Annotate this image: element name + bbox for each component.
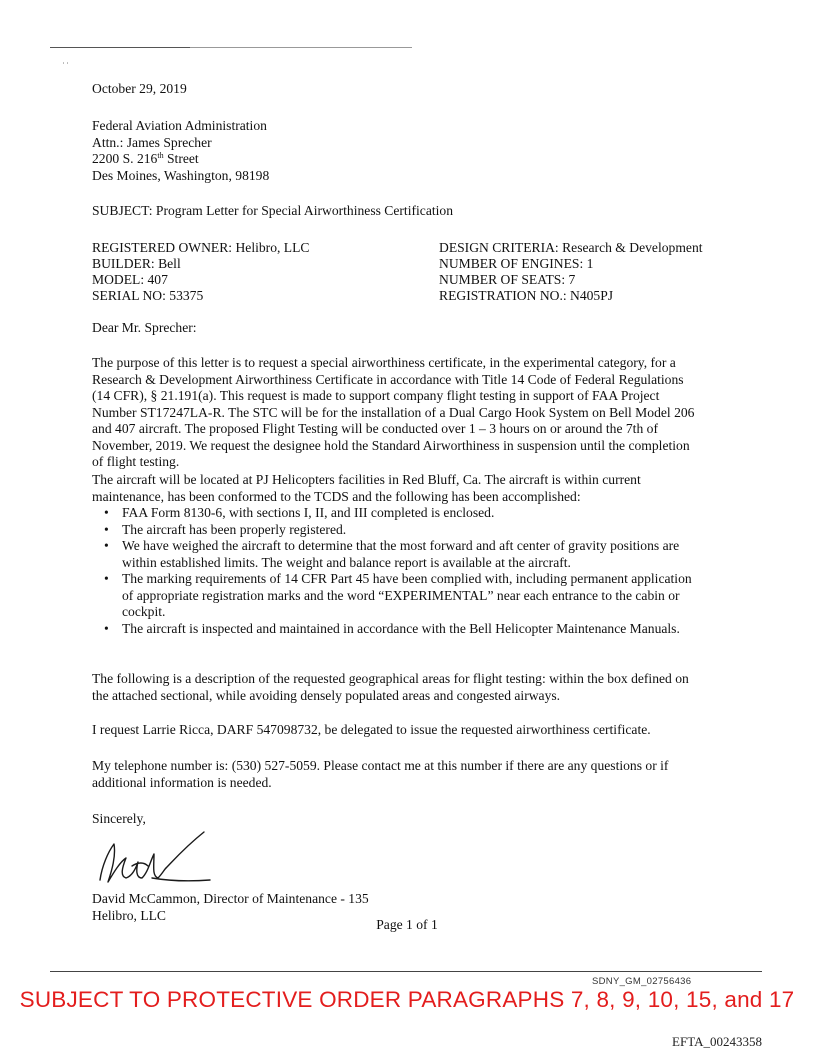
list-item — [92, 621, 732, 638]
top-rule-faint — [190, 47, 412, 48]
paragraph-line: (14 CFR), § 21.191(a). This request is made to support company flight testing in support of FAA Project — [92, 388, 660, 403]
paragraph-line: and 407 aircraft. The proposed Flight Testing will be conducted over 1 – 3 hours on or around the 7th of — [92, 421, 658, 436]
purpose-paragraph — [92, 355, 727, 471]
signature-image — [92, 822, 242, 892]
geography-paragraph — [92, 671, 727, 704]
list-item — [92, 505, 732, 522]
page-number: Page 1 of 1 — [376, 917, 438, 932]
signer-name: David McCammon, Director of Maintenance - 135 — [92, 891, 369, 906]
delegation-paragraph: I request Larrie Ricca, DARF 547098732, be delegated to issue the requested airworthiness certificate. — [92, 722, 651, 737]
bottom-rule — [50, 971, 762, 972]
list-item-line: • The aircraft has been properly registered. — [122, 521, 347, 537]
address-line-1: Federal Aviation Administration — [92, 118, 267, 133]
paragraph-line: The aircraft will be located at PJ Helicopters facilities in Red Bluff, Ca. The aircraft is within current — [92, 472, 641, 487]
list-item-line: • FAA Form 8130-6, with sections I, II, and III completed is enclosed. — [122, 505, 495, 520]
aircraft-details-left — [92, 240, 309, 304]
list-item — [92, 522, 732, 539]
paragraph-line: Research & Development Airworthiness Certificate in accordance with Title 14 Code of Federal Regulations — [92, 371, 684, 387]
location-paragraph — [92, 472, 727, 505]
list-item-line: • The aircraft is inspected and maintained in accordance with the Bell Helicopter Maintenance Manuals. — [122, 620, 680, 636]
address-street-name: Street — [163, 151, 199, 166]
letter-date: October 29, 2019 — [92, 81, 187, 96]
address-street-number: 2200 S. 216 — [92, 151, 158, 166]
paragraph-line: My telephone number is: (530) 527-5059. Please contact me at this number if there are any questions or if — [92, 758, 669, 773]
closing: Sincerely, — [92, 811, 146, 826]
address-line-3 — [92, 151, 269, 168]
salutation: Dear Mr. Sprecher: — [92, 320, 197, 335]
serial-no: SERIAL NO: 53375 — [92, 288, 204, 303]
contact-paragraph — [92, 758, 727, 791]
list-item — [92, 571, 732, 621]
address-line-2: Attn.: James Sprecher — [92, 134, 212, 150]
registered-owner: REGISTERED OWNER: Helibro, LLC — [92, 240, 310, 255]
registration-no: REGISTRATION NO.: N405PJ — [439, 288, 614, 303]
bates-stamp: SDNY_GM_02756436 — [592, 976, 692, 987]
scan-specks: ˙˙ — [62, 61, 70, 71]
subject-line: SUBJECT: Program Letter for Special Airworthiness Certification — [92, 203, 453, 218]
number-of-engines: NUMBER OF ENGINES: 1 — [439, 256, 594, 271]
list-item-line: within established limits. The weight and balance report is available at the aircraft. — [122, 554, 571, 570]
list-item-line: of appropriate registration marks and the word “EXPERIMENTAL” near each entrance to the cabin or — [122, 587, 680, 603]
number-of-seats: NUMBER OF SEATS: 7 — [439, 272, 576, 287]
address-ordinal-suffix: th — [157, 151, 164, 160]
list-item — [92, 538, 732, 571]
efta-number: EFTA_00243358 — [672, 1034, 762, 1049]
paragraph-line: The following is a description of the requested geographical areas for flight testing: within the box defined on — [92, 671, 689, 686]
signer-company: Helibro, LLC — [92, 907, 166, 923]
list-item-line: • The marking requirements of 14 CFR Part 45 have been complied with, including permanent application — [122, 571, 692, 586]
address-line-4: Des Moines, Washington, 98198 — [92, 167, 270, 183]
builder: BUILDER: Bell — [92, 256, 181, 271]
paragraph-line: of flight testing. — [92, 454, 180, 469]
accomplished-list — [92, 505, 732, 637]
paragraph-line: Number ST17247LA-R. The STC will be for the installation of a Dual Cargo Hook System on Bell Model 206 — [92, 404, 695, 420]
list-item-line: • We have weighed the aircraft to determine that the most forward and aft center of gravity positions are — [122, 538, 680, 553]
paragraph-line: the attached sectional, while avoiding densely populated areas and congested airways. — [92, 687, 561, 703]
list-item-line: cockpit. — [122, 604, 166, 619]
model: MODEL: 407 — [92, 272, 168, 287]
design-criteria: DESIGN CRITERIA: Research & Development — [439, 240, 703, 255]
paragraph-line: The purpose of this letter is to request a special airworthiness certificate, in the experimental category, for a — [92, 355, 676, 370]
paragraph-line: November, 2019. We request the designee hold the Standard Airworthiness in suspension until the completion — [92, 437, 690, 453]
recipient-address — [92, 118, 269, 184]
paragraph-line: maintenance, has been conformed to the TCDS and the following has been accomplished: — [92, 488, 581, 504]
protective-order-notice: SUBJECT TO PROTECTIVE ORDER PARAGRAPHS 7, 8, 9, 10, 15, and 17 — [19, 987, 795, 1012]
aircraft-details-right — [439, 240, 703, 304]
paragraph-line: additional information is needed. — [92, 774, 272, 790]
